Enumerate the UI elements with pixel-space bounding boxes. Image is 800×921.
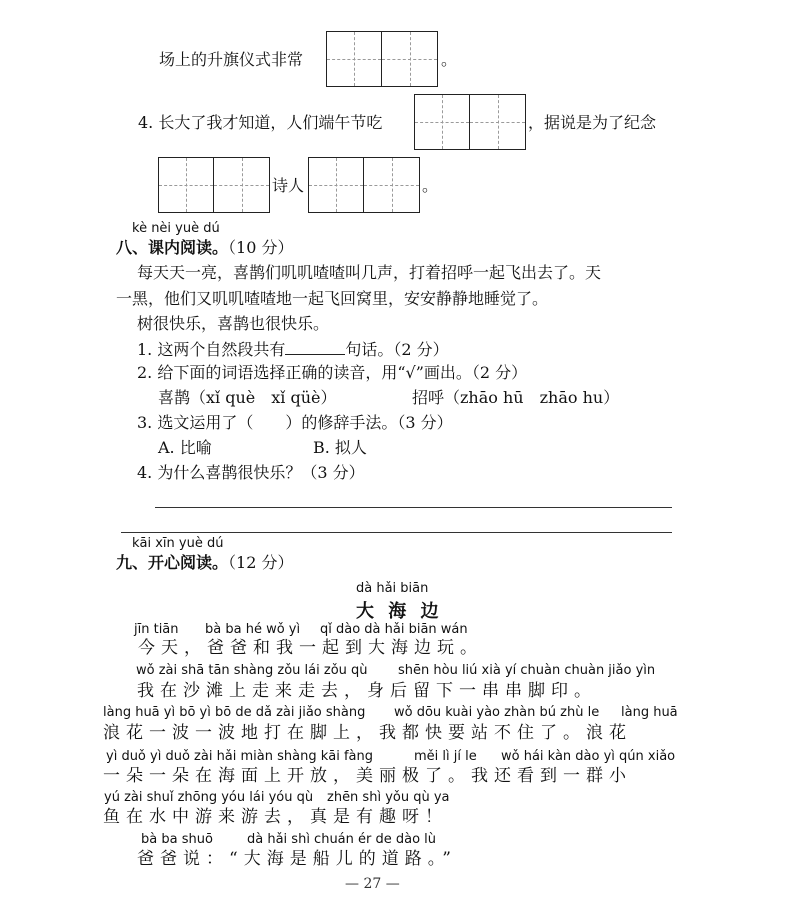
pinyin-segment: làng huā <box>621 705 678 720</box>
answer-blank[interactable] <box>285 339 345 355</box>
tianzige-box[interactable] <box>414 94 470 150</box>
writing-boxes-4[interactable] <box>308 157 420 213</box>
reading-paragraph-1-cont: 一黑，他们又叽叽喳喳地一起飞回窝里，安安静静地睡觉了。 <box>116 289 549 308</box>
story-line: 我在沙滩上走来走去，身后留下一串串脚印。 <box>137 681 597 701</box>
section9-score: （12 分） <box>228 553 294 572</box>
section9-pinyin: kāi xīn yuè dú <box>132 536 224 551</box>
writing-boxes-3[interactable] <box>158 157 270 213</box>
section8-score: （10 分） <box>228 238 294 257</box>
pinyin-segment: zhēn shì yǒu qù ya <box>327 790 450 805</box>
section9-title: 九、开心阅读。 <box>116 553 229 572</box>
tianzige-box[interactable] <box>308 157 364 213</box>
pinyin-segment: měi lì jí le <box>414 749 477 764</box>
question-3: 3. 选文运用了（ ）的修辞手法。（3 分） <box>137 413 453 432</box>
pinyin-segment: wǒ zài shā tān shàng zǒu lái zǒu qù <box>136 663 368 678</box>
story-title-pinyin: dà hǎi biān <box>356 581 429 596</box>
question-2: 2. 给下面的词语选择正确的读音，用“√”画出。（2 分） <box>137 363 528 382</box>
option-a[interactable]: A. 比喻 <box>158 438 212 457</box>
pinyin-segment: yì duǒ yì duǒ zài hǎi miàn shàng kāi fàng <box>106 749 374 764</box>
reading-paragraph-2: 树很快乐，喜鹊也很快乐。 <box>137 314 330 333</box>
pinyin-segment: jīn tiān <box>134 622 179 637</box>
tianzige-box[interactable] <box>382 31 438 87</box>
story-line: 一朵一朵在海面上开放，美丽极了。我还看到一群小 <box>103 766 632 786</box>
tianzige-box[interactable] <box>364 157 420 213</box>
question-1-text-a: 1. 这两个自然段共有 <box>137 340 286 359</box>
pinyin-segment: qǐ dào dà hǎi biān wán <box>320 622 468 637</box>
story-title: 大 海 边 <box>356 601 443 622</box>
story-line: 鱼在水中游来游去，真是有趣呀！ <box>103 807 448 827</box>
tianzige-box[interactable] <box>326 31 382 87</box>
story-line: 浪花一波一波地打在脚上，我都快要站不住了。浪花 <box>103 723 632 743</box>
pinyin-segment: wǒ dōu kuài yào zhàn bú zhù le <box>394 705 600 720</box>
q7-line3-mid: 诗人 <box>272 176 305 195</box>
question-2-word-2[interactable]: 招呼（zhāo hū zhāo hu） <box>412 388 620 407</box>
story-line: 今天，爸爸和我一起到大海边玩。 <box>138 638 483 658</box>
answer-line[interactable] <box>121 532 672 533</box>
q7-line3-end: 。 <box>422 176 439 195</box>
answer-line[interactable] <box>155 507 672 508</box>
option-b[interactable]: B. 拟人 <box>313 438 367 457</box>
pinyin-segment: bà ba hé wǒ yì <box>205 622 301 637</box>
question-1-text-b: 句话。（2 分） <box>345 340 449 359</box>
pinyin-segment: bà ba shuō <box>141 832 213 847</box>
question-2-word-1[interactable]: 喜鹊（xǐ què xǐ qüè） <box>158 388 337 407</box>
q7-question-4-after: ，据说是为了纪念 <box>528 113 657 132</box>
q7-question-4: 4. 长大了我才知道，人们端午节吃 <box>138 113 383 132</box>
tianzige-box[interactable] <box>158 157 214 213</box>
q7-line1-text: 场上的升旗仪式非常 <box>159 50 304 69</box>
pinyin-segment: dà hǎi shì chuán ér de dào lù <box>247 832 437 847</box>
section8-pinyin: kè nèi yuè dú <box>132 221 220 236</box>
story-line: 爸爸说：“大海是船儿的道路。” <box>137 849 457 869</box>
pinyin-segment: wǒ hái kàn dào yì qún xiǎo <box>501 749 676 764</box>
pinyin-segment: yú zài shuǐ zhōng yóu lái yóu qù <box>104 790 314 805</box>
question-4: 4. 为什么喜鹊很快乐？（3 分） <box>137 463 365 482</box>
section8-heading <box>116 238 293 258</box>
tianzige-box[interactable] <box>470 94 526 150</box>
question-1 <box>137 339 449 360</box>
pinyin-segment: shēn hòu liú xià yí chuàn chuàn jiǎo yìn <box>398 663 656 678</box>
q7-line1-end: 。 <box>441 50 458 69</box>
tianzige-box[interactable] <box>214 157 270 213</box>
pinyin-segment: làng huā yì bō yì bō de dǎ zài jiǎo shàng <box>103 705 366 720</box>
writing-boxes-1[interactable] <box>326 31 438 87</box>
reading-paragraph-1: 每天天一亮，喜鹊们叽叽喳喳叫几声，打着招呼一起飞出去了。天 <box>137 263 602 282</box>
writing-boxes-2[interactable] <box>414 94 526 150</box>
section9-heading <box>116 553 293 573</box>
page-number: — 27 — <box>345 876 400 892</box>
section8-title: 八、课内阅读。 <box>116 238 229 257</box>
